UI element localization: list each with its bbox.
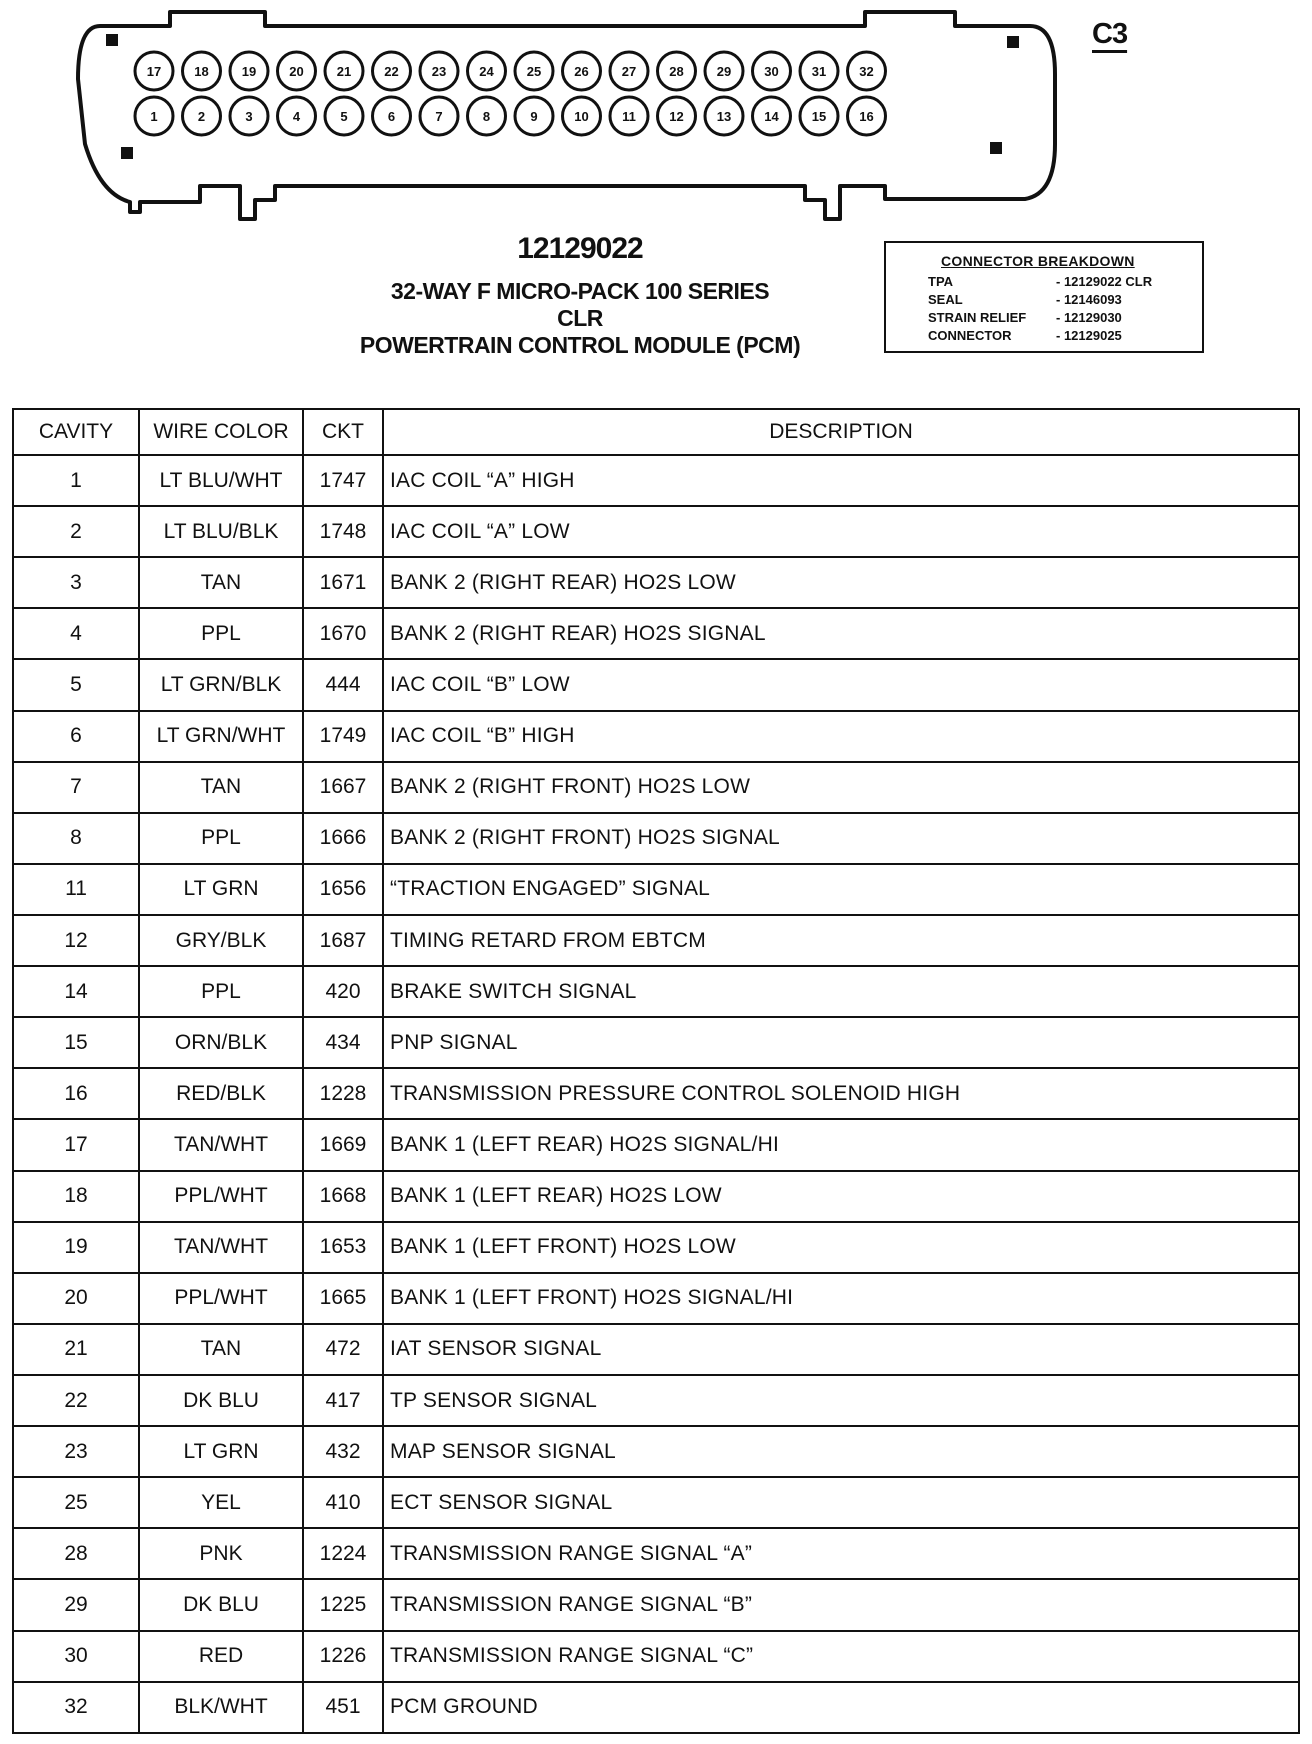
cell-ckt: 472 (303, 1324, 383, 1375)
cell-ckt: 1669 (303, 1119, 383, 1170)
pin-number: 11 (622, 109, 636, 124)
cell-ckt: 1668 (303, 1171, 383, 1222)
cell-ckt: 1667 (303, 762, 383, 813)
cell-cavity: 18 (13, 1171, 139, 1222)
breakdown-row (928, 328, 1198, 346)
table-row (13, 966, 1299, 1017)
cell-description: PCM GROUND (383, 1682, 1299, 1733)
breakdown-value: - 12129022 CLR (1056, 274, 1153, 289)
breakdown-value: - 12129030 (1056, 310, 1122, 325)
table-row (13, 608, 1299, 659)
pin-number: 21 (336, 64, 352, 79)
cell-description: BRAKE SWITCH SIGNAL (383, 966, 1299, 1017)
pin-number: 25 (526, 64, 542, 79)
housing-key-mark (106, 34, 118, 46)
cell-ckt: 1748 (303, 506, 383, 557)
cell-cavity: 3 (13, 557, 139, 608)
cell-cavity: 17 (13, 1119, 139, 1170)
cell-ckt: 1670 (303, 608, 383, 659)
pin-number: 29 (716, 64, 732, 79)
cell-ckt: 444 (303, 659, 383, 710)
breakdown-value: - 12146093 (1056, 292, 1122, 307)
cell-cavity: 7 (13, 762, 139, 813)
cell-wire-color: LT GRN (139, 864, 303, 915)
cell-ckt: 1653 (303, 1222, 383, 1273)
cell-ckt: 1687 (303, 915, 383, 966)
cell-wire-color: TAN (139, 1324, 303, 1375)
cell-wire-color: RED (139, 1631, 303, 1682)
cell-cavity: 23 (13, 1426, 139, 1477)
cell-cavity: 11 (13, 864, 139, 915)
title-line-module: POWERTRAIN CONTROL MODULE (PCM) (359, 332, 801, 358)
breakdown-value: - 12129025 (1056, 328, 1122, 343)
cell-ckt: 1656 (303, 864, 383, 915)
pin-number: 14 (764, 109, 779, 124)
pin-number: 23 (431, 64, 447, 79)
pin-number: 8 (482, 109, 491, 124)
connector-housing-drawing (70, 4, 1070, 219)
cell-wire-color: PNK (139, 1528, 303, 1579)
cell-wire-color: LT GRN/WHT (139, 711, 303, 762)
cell-cavity: 2 (13, 506, 139, 557)
cell-description: BANK 1 (LEFT FRONT) HO2S SIGNAL/HI (383, 1273, 1299, 1324)
cell-wire-color: LT GRN (139, 1426, 303, 1477)
cell-description: IAC COIL “A” LOW (383, 506, 1299, 557)
cell-description: IAC COIL “A” HIGH (383, 455, 1299, 506)
cell-wire-color: DK BLU (139, 1579, 303, 1630)
cell-cavity: 1 (13, 455, 139, 506)
cell-ckt: 1228 (303, 1068, 383, 1119)
cell-description: MAP SENSOR SIGNAL (383, 1426, 1299, 1477)
cell-ckt: 432 (303, 1426, 383, 1477)
cell-cavity: 12 (13, 915, 139, 966)
pin-number: 5 (340, 109, 348, 124)
cell-cavity: 30 (13, 1631, 139, 1682)
pin-number: 2 (197, 109, 206, 124)
pin-number: 19 (241, 64, 257, 79)
pin-number: 7 (435, 109, 443, 124)
header-description: DESCRIPTION (383, 409, 1299, 455)
breakdown-row (928, 310, 1198, 328)
cell-wire-color: TAN/WHT (139, 1119, 303, 1170)
table-row (13, 1017, 1299, 1068)
breakdown-label: CONNECTOR (928, 328, 1012, 343)
pin-number: 1 (150, 109, 158, 124)
cell-ckt: 410 (303, 1477, 383, 1528)
cell-description: IAT SENSOR SIGNAL (383, 1324, 1299, 1375)
table-row (13, 455, 1299, 506)
cell-wire-color: PPL (139, 813, 303, 864)
cell-wire-color: PPL/WHT (139, 1171, 303, 1222)
pin-number: 18 (194, 64, 209, 79)
cell-wire-color: PPL (139, 608, 303, 659)
table-row (13, 864, 1299, 915)
breakdown-label: TPA (928, 274, 954, 289)
table-row (13, 1631, 1299, 1682)
table-row (13, 557, 1299, 608)
pin-row-top (135, 52, 886, 90)
cell-description: BANK 1 (LEFT REAR) HO2S SIGNAL/HI (383, 1119, 1299, 1170)
cell-cavity: 32 (13, 1682, 139, 1733)
connector-breakdown-box (884, 241, 1204, 353)
cell-wire-color: ORN/BLK (139, 1017, 303, 1068)
table-row (13, 1528, 1299, 1579)
cell-description: IAC COIL “B” HIGH (383, 711, 1299, 762)
table-row (13, 1068, 1299, 1119)
cell-wire-color: LT BLU/WHT (139, 455, 303, 506)
cell-ckt: 1749 (303, 711, 383, 762)
cell-description: TRANSMISSION PRESSURE CONTROL SOLENOID HIGH (383, 1068, 1299, 1119)
table-row (13, 1119, 1299, 1170)
cell-wire-color: RED/BLK (139, 1068, 303, 1119)
table-row (13, 813, 1299, 864)
breakdown-label: STRAIN RELIEF (928, 310, 1027, 325)
cell-wire-color: TAN (139, 762, 303, 813)
cell-ckt: 1225 (303, 1579, 383, 1630)
cell-cavity: 21 (13, 1324, 139, 1375)
cell-description: TRANSMISSION RANGE SIGNAL “A” (383, 1528, 1299, 1579)
table-row (13, 1682, 1299, 1733)
table-row (13, 711, 1299, 762)
cell-description: “TRACTION ENGAGED” SIGNAL (383, 864, 1299, 915)
cell-cavity: 16 (13, 1068, 139, 1119)
table-row (13, 1375, 1299, 1426)
cell-wire-color: TAN (139, 557, 303, 608)
cell-ckt: 420 (303, 966, 383, 1017)
connector-diagram (70, 4, 1070, 219)
pin-number: 6 (387, 109, 396, 124)
cell-description: BANK 2 (RIGHT REAR) HO2S SIGNAL (383, 608, 1299, 659)
cell-description: TRANSMISSION RANGE SIGNAL “C” (383, 1631, 1299, 1682)
table-row (13, 1222, 1299, 1273)
breakdown-row (928, 292, 1198, 310)
title-line-color: CLR (557, 305, 603, 331)
housing-key-mark (1007, 36, 1019, 48)
pin-number: 16 (859, 109, 874, 124)
cell-ckt: 451 (303, 1682, 383, 1733)
connector-id-label: C3 (1092, 18, 1128, 50)
table-row (13, 1426, 1299, 1477)
cell-description: TP SENSOR SIGNAL (383, 1375, 1299, 1426)
table-row (13, 1579, 1299, 1630)
cell-description: IAC COIL “B” LOW (383, 659, 1299, 710)
pin-number: 22 (384, 64, 399, 79)
cell-cavity: 29 (13, 1579, 139, 1630)
breakdown-title: CONNECTOR BREAKDOWN (941, 253, 1135, 269)
table-header-row (13, 409, 1299, 455)
pin-number: 32 (859, 64, 874, 79)
header-wire-color: WIRE COLOR (139, 409, 303, 455)
pin-number: 20 (289, 64, 304, 79)
pin-number: 3 (245, 109, 253, 124)
cell-cavity: 14 (13, 966, 139, 1017)
cell-ckt: 1665 (303, 1273, 383, 1324)
table-row (13, 1477, 1299, 1528)
pin-number: 9 (530, 109, 538, 124)
pin-number: 24 (479, 64, 494, 79)
cell-wire-color: GRY/BLK (139, 915, 303, 966)
table-row (13, 1324, 1299, 1375)
cell-cavity: 8 (13, 813, 139, 864)
cell-wire-color: PPL (139, 966, 303, 1017)
header-cavity: CAVITY (13, 409, 139, 455)
table-row (13, 1273, 1299, 1324)
header-ckt: CKT (303, 409, 383, 455)
cell-wire-color: DK BLU (139, 1375, 303, 1426)
cell-cavity: 20 (13, 1273, 139, 1324)
table-row (13, 1171, 1299, 1222)
cell-wire-color: BLK/WHT (139, 1682, 303, 1733)
cell-wire-color: PPL/WHT (139, 1273, 303, 1324)
cell-cavity: 22 (13, 1375, 139, 1426)
cell-description: PNP SIGNAL (383, 1017, 1299, 1068)
cell-cavity: 25 (13, 1477, 139, 1528)
cell-ckt: 1226 (303, 1631, 383, 1682)
cell-ckt: 417 (303, 1375, 383, 1426)
cell-description: BANK 2 (RIGHT FRONT) HO2S SIGNAL (383, 813, 1299, 864)
cell-ckt: 1671 (303, 557, 383, 608)
pin-number: 4 (292, 109, 301, 124)
pin-number: 26 (574, 64, 589, 79)
cell-wire-color: LT GRN/BLK (139, 659, 303, 710)
cell-cavity: 28 (13, 1528, 139, 1579)
title-block (280, 232, 880, 359)
pin-number: 15 (811, 109, 827, 124)
pin-number: 13 (716, 109, 732, 124)
table-row (13, 506, 1299, 557)
cell-description: TIMING RETARD FROM EBTCM (383, 915, 1299, 966)
cell-description: TRANSMISSION RANGE SIGNAL “B” (383, 1579, 1299, 1630)
pin-number: 10 (574, 109, 589, 124)
breakdown-label: SEAL (928, 292, 963, 307)
cell-wire-color: YEL (139, 1477, 303, 1528)
breakdown-row (928, 274, 1198, 292)
housing-key-mark (990, 142, 1002, 154)
cell-cavity: 5 (13, 659, 139, 710)
cell-description: BANK 1 (LEFT REAR) HO2S LOW (383, 1171, 1299, 1222)
cell-ckt: 1747 (303, 455, 383, 506)
table-row (13, 915, 1299, 966)
pin-number: 30 (764, 64, 779, 79)
table-row (13, 659, 1299, 710)
pin-number: 17 (146, 64, 162, 79)
pin-number: 12 (669, 109, 684, 124)
cell-cavity: 4 (13, 608, 139, 659)
cell-wire-color: LT BLU/BLK (139, 506, 303, 557)
pin-number: 31 (811, 64, 827, 79)
pinout-table-body (13, 455, 1299, 1733)
table-row (13, 762, 1299, 813)
cell-ckt: 1224 (303, 1528, 383, 1579)
title-line-connector-type: 32-WAY F MICRO-PACK 100 SERIES (390, 278, 770, 304)
part-number: 12129022 (517, 232, 643, 265)
cell-wire-color: TAN/WHT (139, 1222, 303, 1273)
cell-ckt: 1666 (303, 813, 383, 864)
cell-cavity: 6 (13, 711, 139, 762)
cell-description: BANK 2 (RIGHT REAR) HO2S LOW (383, 557, 1299, 608)
housing-key-mark (121, 147, 133, 159)
pinout-table (12, 408, 1300, 1734)
cell-cavity: 19 (13, 1222, 139, 1273)
cell-cavity: 15 (13, 1017, 139, 1068)
pin-number: 28 (669, 64, 684, 79)
cell-description: ECT SENSOR SIGNAL (383, 1477, 1299, 1528)
pin-number: 27 (621, 64, 637, 79)
pin-row-bottom (135, 97, 886, 135)
cell-description: BANK 1 (LEFT FRONT) HO2S LOW (383, 1222, 1299, 1273)
cell-description: BANK 2 (RIGHT FRONT) HO2S LOW (383, 762, 1299, 813)
cell-ckt: 434 (303, 1017, 383, 1068)
